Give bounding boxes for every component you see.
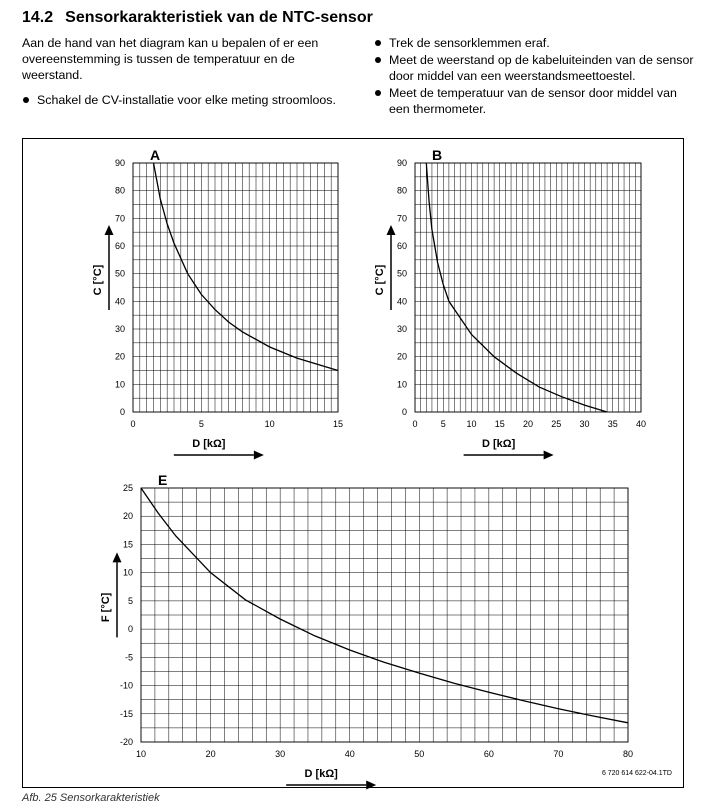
chart-e-y-tick-label: -20 bbox=[119, 737, 133, 747]
chart-e-x-axis-label: D [kΩ] bbox=[304, 768, 338, 780]
chart-a-y-tick-label: 80 bbox=[114, 185, 125, 196]
chart-a-x-axis-label: D [kΩ] bbox=[192, 438, 226, 450]
bullet-item: Trek de sensorklemmen eraf. bbox=[374, 35, 694, 51]
chart-a-y-tick-label: 10 bbox=[114, 379, 125, 390]
chart-b-x-axis-arrow-head bbox=[544, 451, 554, 460]
chart-b-x-tick-label: 35 bbox=[607, 419, 618, 429]
chart-e-y-axis-label: F [°C] bbox=[100, 592, 112, 623]
chart-e-y-tick-label: -10 bbox=[119, 680, 133, 691]
chart-e-x-axis-arrow-head bbox=[366, 781, 376, 790]
chart-a-y-axis-arrow-head bbox=[105, 225, 114, 235]
chart-b-y-axis-arrow-head bbox=[387, 225, 396, 235]
chart-e-y-tick-label: 10 bbox=[122, 567, 133, 578]
chart-e-y-tick-label: -5 bbox=[124, 652, 133, 663]
chart-a-x-tick-label: 15 bbox=[332, 419, 344, 429]
intro-paragraph: Aan de hand van het diagram kan u bepalen of er een overeenstemming is tussen de temperatuur en de weerstand. bbox=[22, 36, 319, 82]
chart-b-y-tick-label: 80 bbox=[396, 185, 407, 196]
section-title: Sensorkarakteristiek van de NTC-sensor bbox=[65, 9, 373, 26]
chart-e-y-tick-label: -15 bbox=[119, 708, 133, 719]
chart-e-y-tick-label: 0 bbox=[127, 624, 133, 635]
chart-a-y-tick-label: 50 bbox=[114, 268, 125, 279]
chart-b-x-tick-label: 20 bbox=[522, 419, 534, 429]
chart-e-y-tick-label: 20 bbox=[122, 511, 133, 522]
chart-a-y-tick-label: 40 bbox=[114, 296, 125, 307]
chart-b-y-tick-label: 70 bbox=[396, 213, 407, 224]
chart-e-y-tick-label: 15 bbox=[122, 539, 133, 550]
chart-a-y-tick-label: 0 bbox=[119, 407, 125, 417]
chart-a-y-tick-label: 70 bbox=[114, 213, 125, 224]
chart-b-x-tick-label: 40 bbox=[635, 419, 647, 429]
chart-e-x-tick-label: 40 bbox=[344, 749, 355, 759]
figure-caption: Afb. 25 Sensorkarakteristiek bbox=[22, 792, 160, 804]
chart-b-y-tick-label: 60 bbox=[396, 241, 407, 251]
chart-e-x-tick-label: 10 bbox=[135, 749, 147, 759]
chart-b-x-tick-label: 0 bbox=[412, 419, 418, 429]
bullet-item: Meet de weerstand op de kabeluiteinden van de sensor door middel van een weerstandsmeettoestel. bbox=[374, 52, 694, 84]
chart-b-x-tick-label: 5 bbox=[440, 419, 446, 429]
chart-b-x-tick-label: 30 bbox=[579, 419, 590, 429]
chart-e-y-tick-label: 5 bbox=[127, 595, 133, 606]
chart-a-y-axis-label: C [°C] bbox=[92, 264, 104, 296]
chart-e-y-tick-label: 25 bbox=[122, 483, 133, 493]
chart-b-y-tick-label: 90 bbox=[396, 158, 407, 168]
chart-e-x-tick-label: 80 bbox=[622, 749, 634, 759]
chart-b-y-tick-label: 20 bbox=[396, 351, 407, 362]
chart-b-x-axis-label: D [kΩ] bbox=[481, 438, 516, 450]
chart-a-y-tick-label: 60 bbox=[114, 241, 125, 251]
chart-e-curve bbox=[141, 488, 628, 723]
chart-b-y-axis-label: C [°C] bbox=[374, 264, 386, 296]
chart-e-x-tick-label: 60 bbox=[483, 749, 494, 759]
chart-b-x-tick-label: 10 bbox=[466, 419, 477, 429]
chart-e-x-tick-label: 20 bbox=[205, 749, 216, 759]
chart-a-y-tick-label: 20 bbox=[114, 351, 125, 362]
chart-b-y-tick-label: 30 bbox=[396, 324, 407, 334]
chart-e-x-tick-label: 70 bbox=[553, 749, 564, 759]
chart-e-title: E bbox=[158, 472, 168, 488]
chart-a-title: A bbox=[150, 147, 161, 163]
chart-e-x-tick-label: 30 bbox=[275, 749, 286, 759]
bullet-item: Meet de temperatuur van de sensor door middel van een thermometer. bbox=[374, 85, 694, 117]
chart-b-y-tick-label: 0 bbox=[401, 407, 407, 417]
chart-a-curve bbox=[154, 163, 339, 371]
chart-e-y-axis-arrow-head bbox=[113, 552, 122, 562]
chart-b-y-tick-label: 40 bbox=[396, 296, 407, 307]
chart-a-x-tick-label: 0 bbox=[130, 419, 136, 429]
chart-b-y-tick-label: 10 bbox=[396, 379, 407, 390]
chart-b-y-tick-label: 50 bbox=[396, 268, 407, 279]
chart-a-x-axis-arrow-head bbox=[254, 451, 264, 460]
chart-a-y-tick-label: 30 bbox=[114, 324, 125, 334]
chart-b-title: B bbox=[432, 147, 443, 163]
chart-a-x-tick-label: 5 bbox=[198, 419, 204, 429]
section-number: 14.2 bbox=[22, 9, 54, 26]
bullet-item: Schakel de CV-installatie voor elke meting stroomloos. bbox=[22, 92, 352, 108]
chart-b-x-tick-label: 25 bbox=[551, 419, 562, 429]
chart-b-x-tick-label: 15 bbox=[494, 419, 505, 429]
chart-a-x-tick-label: 10 bbox=[264, 419, 275, 429]
figure-code: 6 720 614 622-04.1TD bbox=[601, 770, 672, 777]
chart-e-x-tick-label: 50 bbox=[414, 749, 425, 759]
chart-a-y-tick-label: 90 bbox=[114, 158, 125, 168]
